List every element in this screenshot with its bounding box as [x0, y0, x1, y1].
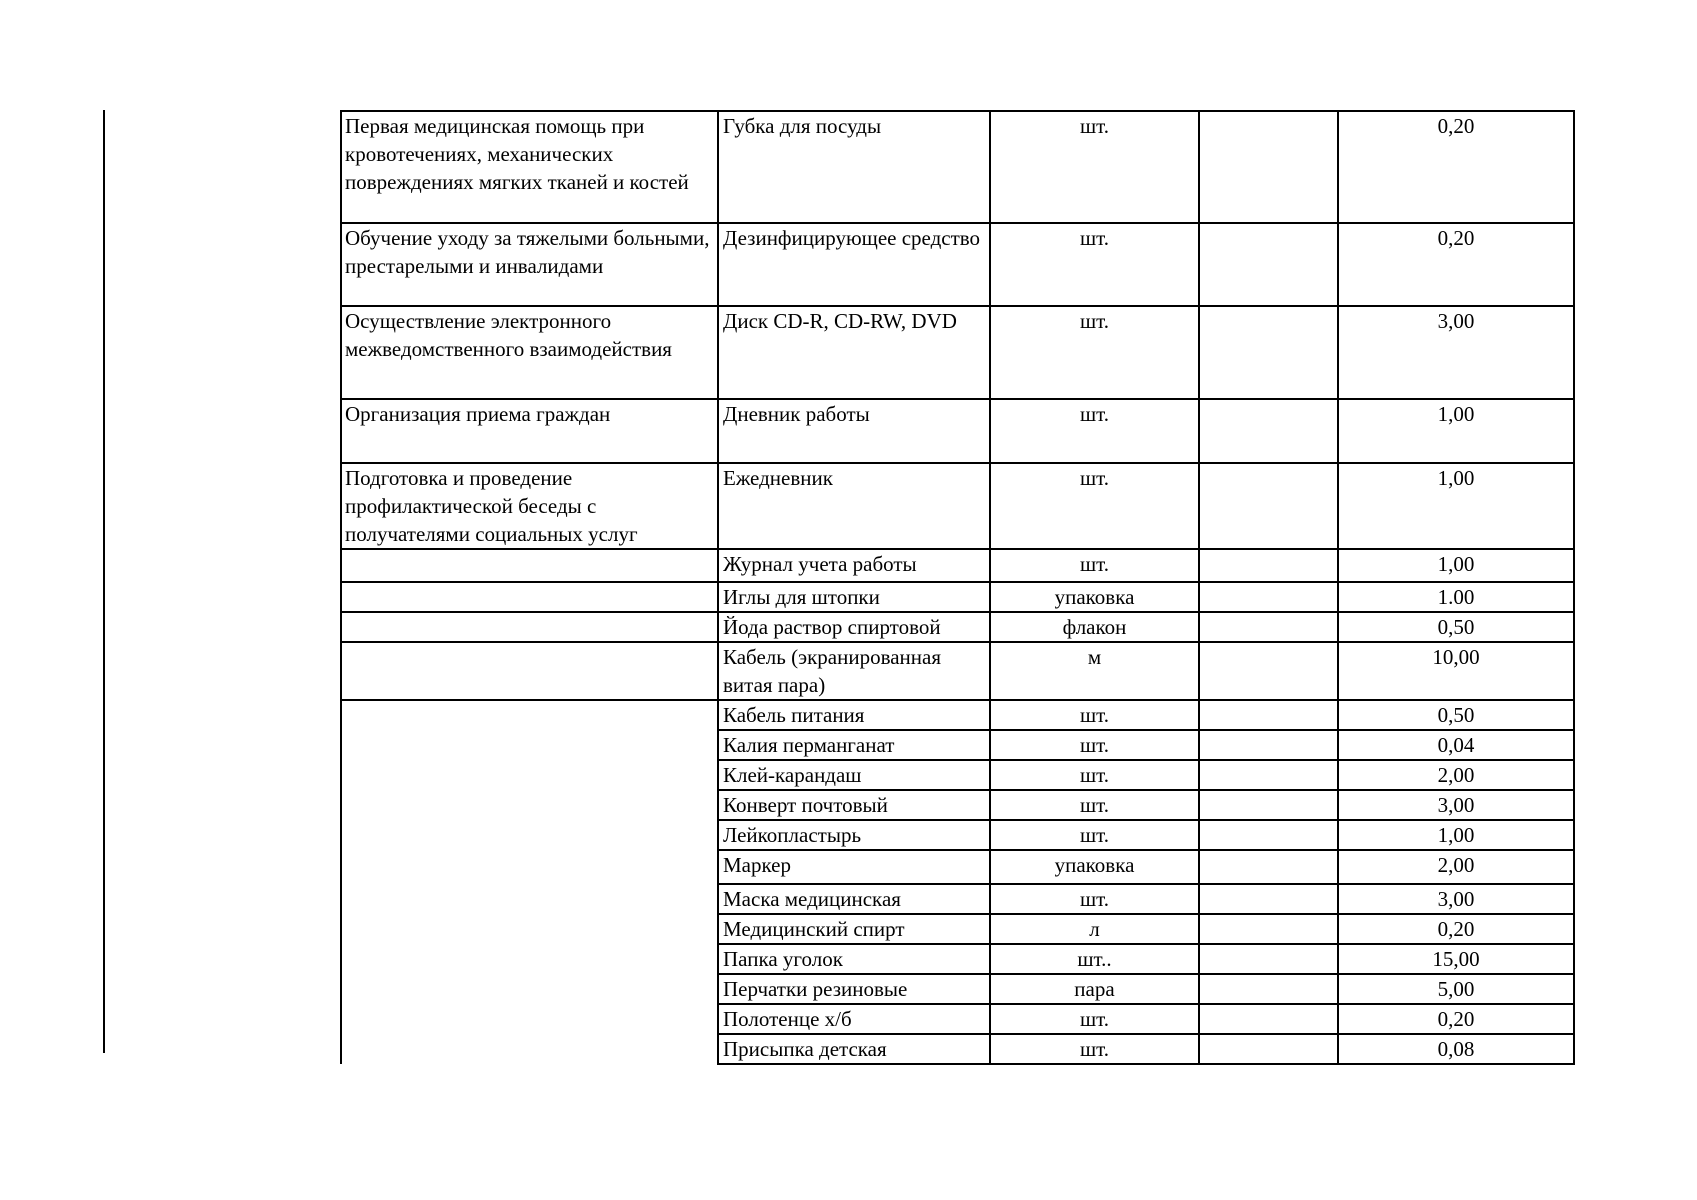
service-cell — [341, 700, 718, 730]
unit-cell: шт. — [990, 760, 1199, 790]
unit-cell: шт. — [990, 306, 1199, 399]
service-cell — [341, 760, 718, 790]
table-row — [341, 850, 1574, 884]
service-cell — [341, 820, 718, 850]
table-row — [341, 820, 1574, 850]
service-cell — [341, 884, 718, 914]
table-body — [341, 111, 1574, 1064]
quantity-cell: 3,00 — [1338, 884, 1574, 914]
quantity-cell: 10,00 — [1338, 642, 1574, 700]
unit-cell: упаковка — [990, 582, 1199, 612]
table-row — [341, 914, 1574, 944]
item-cell: Дезинфицирующее средство — [718, 223, 990, 306]
table-row — [341, 700, 1574, 730]
table-row — [341, 974, 1574, 1004]
unit-cell: шт. — [990, 223, 1199, 306]
table-row — [341, 760, 1574, 790]
empty-cell — [1199, 760, 1338, 790]
quantity-cell: 1,00 — [1338, 463, 1574, 549]
item-cell: Йода раствор спиртовой — [718, 612, 990, 642]
table-row — [341, 790, 1574, 820]
empty-cell — [1199, 549, 1338, 582]
item-cell: Присыпка детская — [718, 1034, 990, 1064]
empty-cell — [1199, 884, 1338, 914]
item-cell: Журнал учета работы — [718, 549, 990, 582]
unit-cell: шт. — [990, 730, 1199, 760]
unit-cell: шт. — [990, 700, 1199, 730]
service-cell — [341, 582, 718, 612]
quantity-cell: 0,20 — [1338, 1004, 1574, 1034]
unit-cell: шт. — [990, 1004, 1199, 1034]
service-cell: Первая медицинская помощь при кровотечениях, механических повреждениях мягких тканей и костей — [341, 111, 718, 223]
service-cell: Осуществление электронного межведомственного взаимодействия — [341, 306, 718, 399]
item-cell: Кабель (экранированная витая пара) — [718, 642, 990, 700]
item-cell: Папка уголок — [718, 944, 990, 974]
service-cell — [341, 549, 718, 582]
service-cell — [341, 914, 718, 944]
item-cell: Дневник работы — [718, 399, 990, 463]
quantity-cell: 0,08 — [1338, 1034, 1574, 1064]
quantity-cell: 2,00 — [1338, 850, 1574, 884]
item-cell: Ежедневник — [718, 463, 990, 549]
quantity-cell: 3,00 — [1338, 306, 1574, 399]
unit-cell: пара — [990, 974, 1199, 1004]
empty-cell — [1199, 730, 1338, 760]
table-row — [341, 463, 1574, 549]
item-cell: Маркер — [718, 850, 990, 884]
unit-cell: шт. — [990, 1034, 1199, 1064]
empty-cell — [1199, 111, 1338, 223]
service-cell — [341, 612, 718, 642]
table-row — [341, 1034, 1574, 1064]
unit-cell: л — [990, 914, 1199, 944]
quantity-cell: 15,00 — [1338, 944, 1574, 974]
left-margin-line — [103, 110, 105, 1053]
table-row — [341, 944, 1574, 974]
quantity-cell: 0,20 — [1338, 111, 1574, 223]
table-row — [341, 730, 1574, 760]
table-row — [341, 642, 1574, 700]
item-cell: Диск CD-R, CD-RW, DVD — [718, 306, 990, 399]
item-cell: Маска медицинская — [718, 884, 990, 914]
item-cell: Кабель питания — [718, 700, 990, 730]
unit-cell: шт. — [990, 399, 1199, 463]
empty-cell — [1199, 944, 1338, 974]
service-cell — [341, 944, 718, 974]
quantity-cell: 1.00 — [1338, 582, 1574, 612]
service-cell: Подготовка и проведение профилактической беседы с получателями социальных услуг — [341, 463, 718, 549]
quantity-cell: 0,20 — [1338, 223, 1574, 306]
empty-cell — [1199, 642, 1338, 700]
table-row — [341, 111, 1574, 223]
empty-cell — [1199, 463, 1338, 549]
item-cell: Медицинский спирт — [718, 914, 990, 944]
table-row — [341, 582, 1574, 612]
service-cell — [341, 1034, 718, 1064]
quantity-cell: 1,00 — [1338, 399, 1574, 463]
unit-cell: шт. — [990, 790, 1199, 820]
empty-cell — [1199, 612, 1338, 642]
empty-cell — [1199, 399, 1338, 463]
item-cell: Конверт почтовый — [718, 790, 990, 820]
table-row — [341, 612, 1574, 642]
table-row — [341, 223, 1574, 306]
table-row — [341, 1004, 1574, 1034]
service-cell — [341, 974, 718, 1004]
table-row — [341, 306, 1574, 399]
item-cell: Калия перманганат — [718, 730, 990, 760]
quantity-cell: 1,00 — [1338, 820, 1574, 850]
empty-cell — [1199, 1034, 1338, 1064]
item-cell: Губка для посуды — [718, 111, 990, 223]
item-cell: Иглы для штопки — [718, 582, 990, 612]
item-cell: Лейкопластырь — [718, 820, 990, 850]
service-cell — [341, 730, 718, 760]
service-cell: Обучение уходу за тяжелыми больными, престарелыми и инвалидами — [341, 223, 718, 306]
table-row — [341, 399, 1574, 463]
service-cell — [341, 1004, 718, 1034]
empty-cell — [1199, 790, 1338, 820]
unit-cell: шт. — [990, 820, 1199, 850]
empty-cell — [1199, 974, 1338, 1004]
quantity-cell: 0,20 — [1338, 914, 1574, 944]
unit-cell: шт.. — [990, 944, 1199, 974]
empty-cell — [1199, 223, 1338, 306]
empty-cell — [1199, 1004, 1338, 1034]
quantity-cell: 3,00 — [1338, 790, 1574, 820]
unit-cell: флакон — [990, 612, 1199, 642]
table-row — [341, 884, 1574, 914]
unit-cell: шт. — [990, 549, 1199, 582]
quantity-cell: 0,04 — [1338, 730, 1574, 760]
quantity-cell: 1,00 — [1338, 549, 1574, 582]
empty-cell — [1199, 850, 1338, 884]
unit-cell: шт. — [990, 884, 1199, 914]
unit-cell: шт. — [990, 111, 1199, 223]
empty-cell — [1199, 914, 1338, 944]
service-cell — [341, 850, 718, 884]
quantity-cell: 0,50 — [1338, 700, 1574, 730]
unit-cell: шт. — [990, 463, 1199, 549]
table-row — [341, 549, 1574, 582]
empty-cell — [1199, 582, 1338, 612]
quantity-cell: 0,50 — [1338, 612, 1574, 642]
quantity-cell: 2,00 — [1338, 760, 1574, 790]
service-cell: Организация приема граждан — [341, 399, 718, 463]
item-cell: Перчатки резиновые — [718, 974, 990, 1004]
unit-cell: упаковка — [990, 850, 1199, 884]
service-cell — [341, 642, 718, 700]
item-cell: Полотенце х/б — [718, 1004, 990, 1034]
item-cell: Клей-карандаш — [718, 760, 990, 790]
empty-cell — [1199, 820, 1338, 850]
empty-cell — [1199, 700, 1338, 730]
unit-cell: м — [990, 642, 1199, 700]
supplies-table — [340, 110, 1575, 1065]
service-cell — [341, 790, 718, 820]
empty-cell — [1199, 306, 1338, 399]
quantity-cell: 5,00 — [1338, 974, 1574, 1004]
